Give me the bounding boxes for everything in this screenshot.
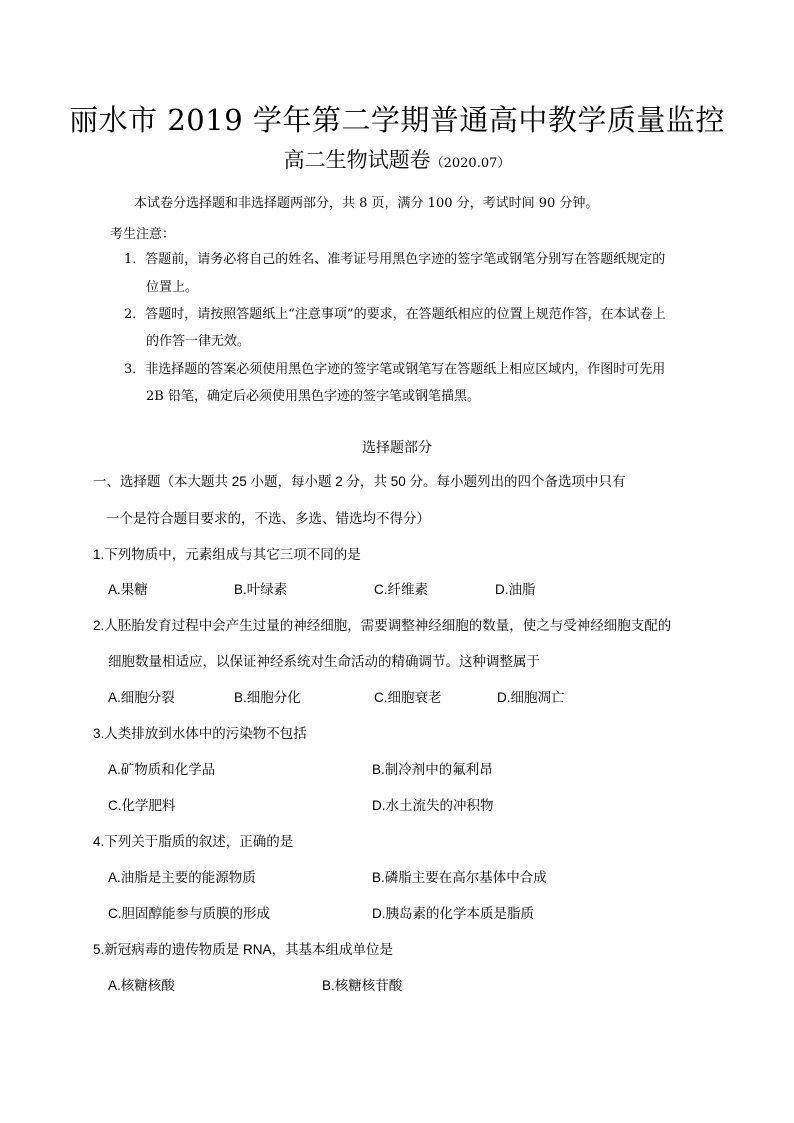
question-4-option-b: B.磷脂主要在高尔基体中合成 [372, 870, 547, 885]
notice-heading: 考生注意： [110, 227, 176, 242]
question-1-option-a: A.果糖 [108, 582, 148, 597]
question-3-option-b: B.制冷剂中的氟利昂 [372, 762, 493, 777]
notice-item-1-line-2: 位置上。 [146, 280, 199, 295]
question-5-option-a: A.核糖核酸 [108, 978, 175, 993]
question-4-option-a: A.油脂是主要的能源物质 [108, 870, 256, 885]
question-5-stem: 5.新冠病毒的遗传物质是 RNA，其基本组成单位是 [93, 942, 394, 957]
exam-subtitle [0, 144, 794, 174]
question-2-option-b: B.细胞分化 [234, 690, 301, 705]
intro-text: 本试卷分选择题和非选择题两部分，共 8 页，满分 100 分，考试时间 90 分钟。 [134, 196, 599, 211]
question-1-option-d: D.油脂 [495, 582, 536, 597]
part1-instructions-line-2: 一个是符合题目要求的，不选、多选、错选均不得分） [106, 511, 430, 526]
question-1-stem: 1.下列物质中，元素组成与其它三项不同的是 [93, 547, 361, 562]
notice-item-3-line-1: 3．非选择题的答案必须使用黑色字迹的签字笔或钢笔写在答题纸上相应区域内，作图时可先用 [124, 362, 666, 377]
subtitle-text: 高二生物试题卷 [283, 148, 431, 172]
notice-item-2-line-1: 2．答题时，请按照答题纸上“注意事项”的要求，在答题纸相应的位置上规范作答，在本试卷上 [124, 307, 666, 322]
question-5-option-b: B.核糖核苷酸 [322, 978, 403, 993]
question-2-option-d: D.细胞凋亡 [497, 690, 565, 705]
question-2-option-a: A.细胞分裂 [108, 690, 175, 705]
question-3-option-d: D.水土流失的冲积物 [372, 798, 494, 813]
question-1-option-b: B.叶绿素 [234, 582, 288, 597]
exam-date: （2020.07） [430, 156, 511, 171]
question-1-option-c: C.纤维素 [374, 582, 428, 597]
notice-item-2-line-2: 的作答一律无效。 [146, 334, 251, 349]
question-2-option-c: C.细胞衰老 [374, 690, 442, 705]
notice-item-3-line-2: 2B 铅笔，确定后必须使用黑色字迹的签字笔或钢笔描黑。 [146, 389, 480, 404]
exam-title: 丽水市 2019 学年第二学期普通高中教学质量监控 [69, 103, 725, 137]
question-3-option-c: C.化学肥料 [108, 798, 176, 813]
notice-item-1-line-1: 1．答题前，请务必将自己的姓名、准考证号用黑色字迹的签字笔或钢笔分别写在答题纸规定的 [124, 252, 666, 267]
section-title: 选择题部分 [362, 440, 432, 456]
question-2-stem-line-2: 细胞数量相适应，以保证神经系统对生命活动的精确调节。这种调整属于 [108, 654, 540, 669]
question-4-option-d: D.胰岛素的化学本质是脂质 [372, 906, 534, 921]
question-3-stem: 3.人类排放到水体中的污染物不包括 [93, 726, 307, 741]
question-3-option-a: A.矿物质和化学品 [108, 762, 216, 777]
question-2-stem-line-1: 2.人胚胎发育过程中会产生过量的神经细胞，需要调整神经细胞的数量，使之与受神经细胞支配的 [93, 618, 672, 633]
question-4-option-c: C.胆固醇能参与质膜的形成 [108, 906, 270, 921]
part1-instructions-line-1: 一、选择题（本大题共 25 小题，每小题 2 分，共 50 分。每小题列出的四个备选项中只有 [93, 474, 626, 489]
question-4-stem: 4.下列关于脂质的叙述，正确的是 [93, 834, 294, 849]
